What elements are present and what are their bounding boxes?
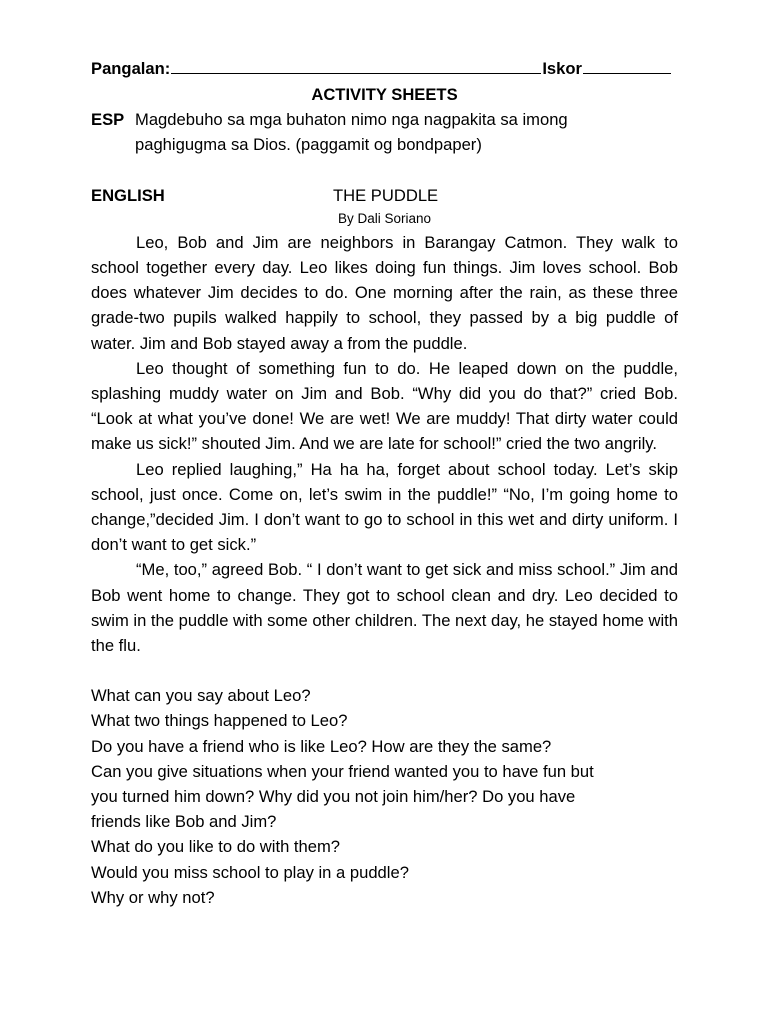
story-title: THE PUDDLE <box>333 185 439 205</box>
name-label: Pangalan: <box>91 59 171 78</box>
question-line: What two things happened to Leo? <box>91 711 348 731</box>
page-title: ACTIVITY SHEETS <box>311 85 458 104</box>
english-label: ENGLISH <box>91 185 165 205</box>
story-paragraph: Leo, Bob and Jim are neighbors in Barangay Catmon. They walk to school together every day. Leo likes doing fun things. Jim loves school. Bob does whatever Jim decides to do. One morning after the rain, as these three grade-two pupils walked happily to school, they passed by a big puddle of water. Jim and Bob stayed away a from the puddle. <box>91 232 678 353</box>
question-line: you turned him down? Why did you not join him/her? Do you have <box>91 787 576 807</box>
esp-section <box>91 107 678 157</box>
esp-label: ESP <box>91 110 125 130</box>
story-byline <box>91 208 678 230</box>
esp-instructions <box>135 107 678 157</box>
story-paragraph: Leo replied laughing,” Ha ha ha, forget about school today. Let’s skip school, just once. Come on, let’s swim in the puddle!” “No, I’m going home to change,”decided Jim. I don’t want to go to school in this wet and dirty uniform. I don’t want to get sick.” <box>91 459 678 555</box>
section-spacer <box>91 658 678 683</box>
name-blank[interactable] <box>171 56 541 74</box>
score-label: Iskor <box>542 59 582 78</box>
question-line: Would you miss school to play in a puddle? <box>91 862 409 882</box>
section-spacer <box>91 158 678 183</box>
story-paragraph: “Me, too,” agreed Bob. “ I don’t want to get sick and miss school.” Jim and Bob went home to change. They got to school clean and dry. Leo decided to swim in the puddle with some other children. The next day, he stayed home with the flu. <box>91 560 678 656</box>
story-paragraph: Leo thought of something fun to do. He leaped down on the puddle, splashing muddy water on Jim and Bob. “Why did you do that?” cried Bob. “Look at what you’ve done! We are wet! We are muddy! That dirty water could make us sick!” shouted Jim. And we are late for school!” cried the two angrily. <box>91 358 678 454</box>
question-line: Why or why not? <box>91 887 215 907</box>
activity-sheet <box>91 56 678 910</box>
question-line: Do you have a friend who is like Leo? How are they the same? <box>91 736 552 756</box>
question-line: Can you give situations when your friend wanted you to have fun but <box>91 761 594 781</box>
esp-text-line: paghigugma sa Dios. (paggamit og bondpaper) <box>135 135 482 155</box>
question-list <box>91 683 678 910</box>
byline-text: By Dali Soriano <box>337 210 432 226</box>
question-line: What can you say about Leo? <box>91 686 311 706</box>
question-line: friends like Bob and Jim? <box>91 812 277 832</box>
question-line: What do you like to do with them? <box>91 837 341 857</box>
score-blank[interactable] <box>583 56 671 74</box>
esp-text-line: Magdebuho sa mga buhaton nimo nga nagpakita sa imong <box>135 110 568 130</box>
name-score-line <box>91 56 678 82</box>
english-header <box>91 183 678 208</box>
